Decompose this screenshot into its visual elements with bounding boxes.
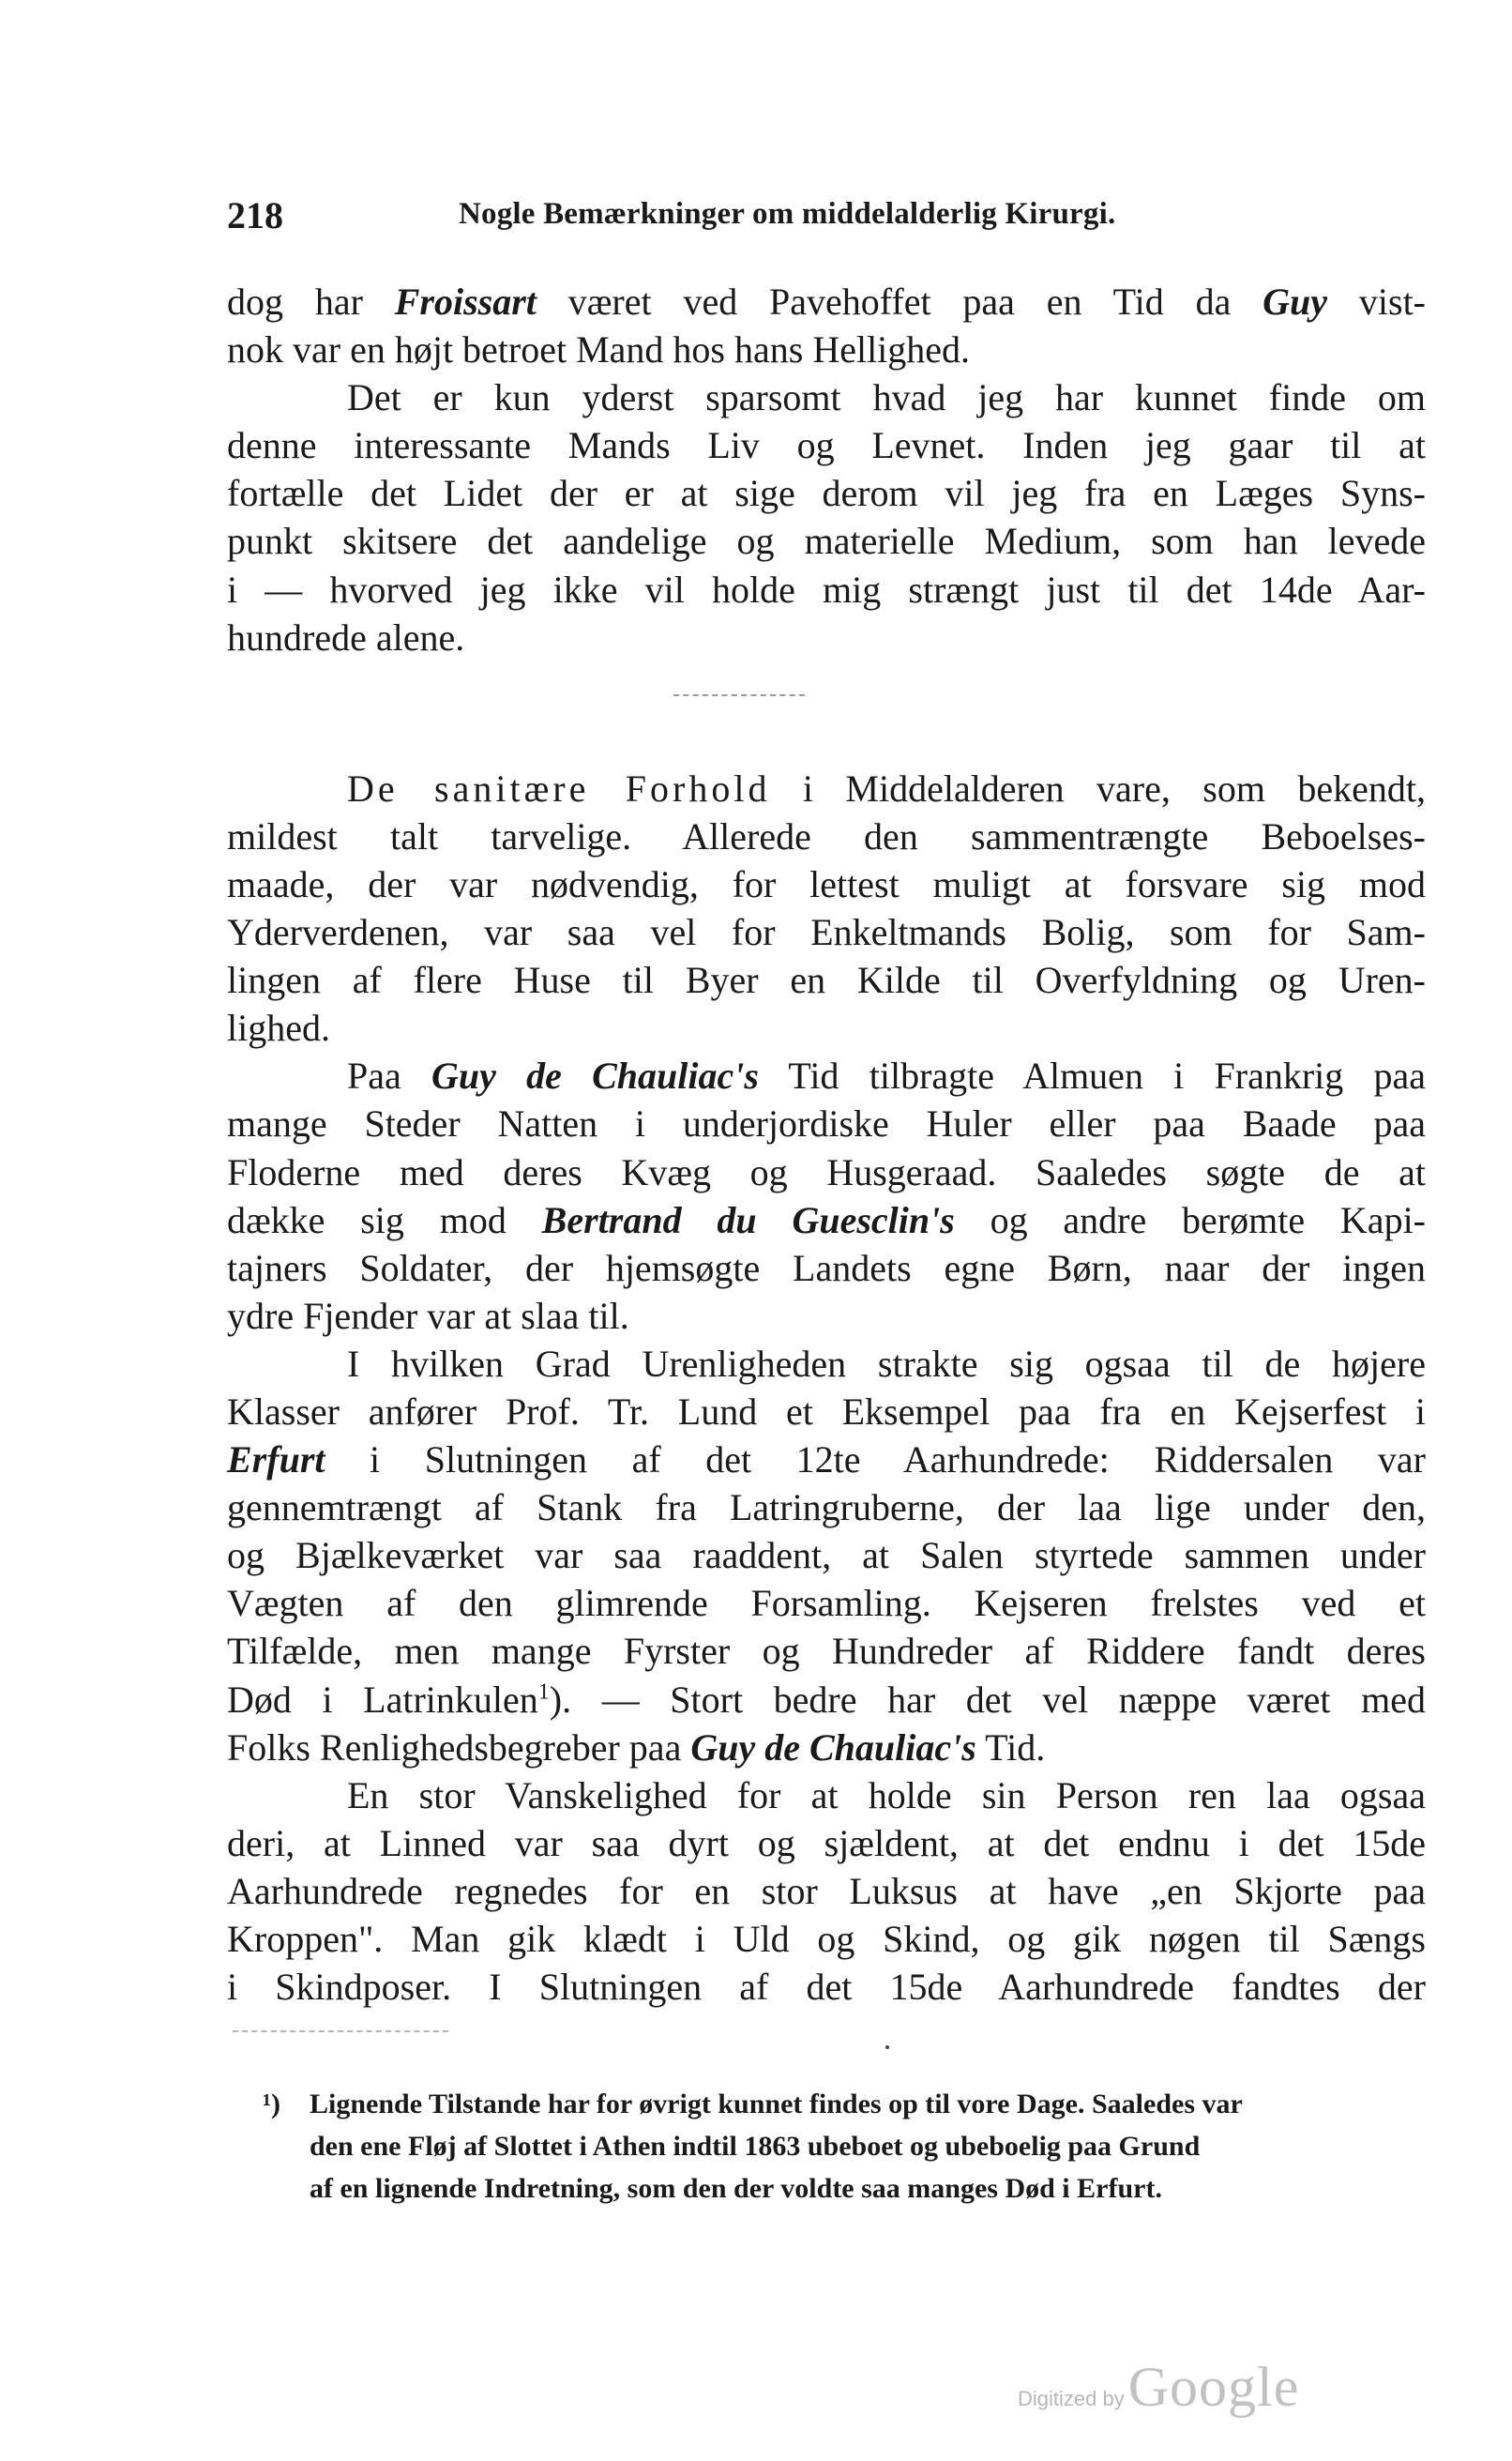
spaced-heading: De sanitære Forhold — [347, 767, 771, 810]
text-line: Det er kun yderst sparsomt hvad jeg har kunnet finde om — [347, 376, 1426, 419]
italic-name: Erfurt — [227, 1438, 325, 1481]
text-line: fortælle det Lidet der er at sige derom vil jeg fra en Læges Syns- — [227, 472, 1426, 515]
italic-name: Guy de Chauliac's — [690, 1725, 976, 1769]
running-title: Nogle Bemærkninger om middelalderlig Kirurgi. — [459, 197, 1116, 231]
text-line: Erfurt i Slutningen af det 12te Aarhundrede: Riddersalen var — [227, 1438, 1426, 1481]
italic-name: Bertrand du Guesclin's — [541, 1198, 955, 1241]
text-line: Yderverdenen, var saa vel for Enkeltmands Bolig, som for Sam- — [227, 911, 1426, 954]
text-line: denne interessante Mands Liv og Levnet. Inden jeg gaar til at — [227, 424, 1426, 467]
text-line: I hvilken Grad Urenligheden strakte sig ogsaa til de højere — [347, 1342, 1426, 1385]
text-line: Kroppen". Man gik klædt i Uld og Skind, og gik nøgen til Sængs — [227, 1918, 1426, 1960]
text-line: hundrede alene. — [227, 615, 465, 659]
footnote-line: den ene Fløj af Slottet i Athen indtil 1863 ubeboet og ubeboelig paa Grund — [310, 2131, 1201, 2162]
footnote-reference: 1 — [537, 1679, 550, 1705]
section-divider — [673, 694, 805, 696]
footnotes — [263, 2083, 1422, 2210]
text-line: lingen af flere Huse til Byer en Kilde til Overfyldning og Uren- — [227, 959, 1426, 1002]
text-line: gennemtrængt af Stank fra Latringruberne, der laa lige under den, — [227, 1486, 1426, 1529]
text-line: og Bjælkeværket var saa raaddent, at Salen styrtede sammen under — [227, 1534, 1426, 1577]
text-line: Vægten af den glimrende Forsamling. Kejseren frelstes ved et — [227, 1582, 1426, 1625]
footnote-line: af en lignende Indretning, som den der voldte saa manges Død i Erfurt. — [310, 2173, 1162, 2204]
italic-name: Froissart — [394, 281, 537, 323]
text-line: En stor Vanskelighed for at holde sin Person ren laa ogsaa — [347, 1773, 1426, 1816]
footnote-line: Lignende Tilstande har for øvrigt kunnet findes op til vore Dage. Saaledes var — [310, 2089, 1243, 2119]
text-line: ydre Fjender var at slaa til. — [227, 1294, 629, 1337]
text-line: maade, der var nødvendig, for lettest muligt at forsvare sig mod — [227, 862, 1426, 905]
text-line: dække sig mod Bertrand du Guesclin's og andre berømte Kapi- — [227, 1198, 1426, 1241]
text-line: Aarhundrede regnedes for en stor Luksus at have „en Skjorte paa — [227, 1869, 1426, 1912]
text-line: Paa Guy de Chauliac's Tid tilbragte Almuen i Frankrig paa — [347, 1055, 1426, 1098]
google-logo: Google — [1127, 2356, 1300, 2418]
text-line: De sanitære Forhold i Middelalderen vare, som bekendt, — [347, 767, 1427, 810]
page-number: 218 — [227, 194, 283, 236]
text-line: nok var en højt betroet Mand hos hans Hellighed. — [227, 328, 971, 372]
text-line: punkt skitsere det aandelige og materielle Medium, som han levede — [227, 520, 1426, 563]
text-line: Folks Renlighedsbegreber paa Guy de Chauliac's Tid. — [227, 1725, 1046, 1769]
italic-name: Guy de Chauliac's — [431, 1055, 759, 1098]
text-line: i Skindposer. I Slutningen af det 15de Aarhundrede fandtes der — [227, 1966, 1426, 2009]
footnote-divider — [233, 2030, 448, 2032]
text-line: Død i Latrinkulen$^1$). — Stort bedre har det vel næppe været med — [227, 1678, 1426, 1721]
divider-dot — [885, 2045, 889, 2049]
text-line: deri, at Linned var saa dyrt og sjældent, at det endnu i det 15de — [227, 1821, 1426, 1864]
section-gap — [227, 661, 1426, 765]
footnote-marker: ¹) — [263, 2089, 280, 2119]
watermark-prefix: Digitized by — [1018, 2387, 1125, 2410]
page-header — [227, 193, 1446, 250]
text-line: Klasser anfører Prof. Tr. Lund et Eksempel paa fra en Kejserfest i — [227, 1390, 1426, 1433]
text-line: Floderne med deres Kvæg og Husgeraad. Saaledes søgte de at — [227, 1150, 1426, 1193]
text-line: mildest talt tarvelige. Allerede den sammentrængte Beboelses- — [227, 814, 1426, 858]
body-text — [227, 278, 1426, 2011]
text-line: tajners Soldater, der hjemsøgte Landets egne Børn, naar der ingen — [227, 1246, 1426, 1289]
italic-name: Guy — [1263, 281, 1328, 323]
digitized-watermark — [1018, 2355, 1299, 2421]
text-line: dog har Froissart været ved Pavehoffet paa en Tid da Guy vist- — [227, 281, 1427, 323]
text-line: mange Steder Natten i underjordiske Huler eller paa Baade paa — [227, 1102, 1426, 1146]
text-line: lighed. — [227, 1007, 330, 1050]
text-line: i — hvorved jeg ikke vil holde mig strængt just til det 14de Aar- — [227, 568, 1426, 611]
text-line: Tilfælde, men mange Fyrster og Hundreder af Riddere fandt deres — [227, 1630, 1426, 1673]
